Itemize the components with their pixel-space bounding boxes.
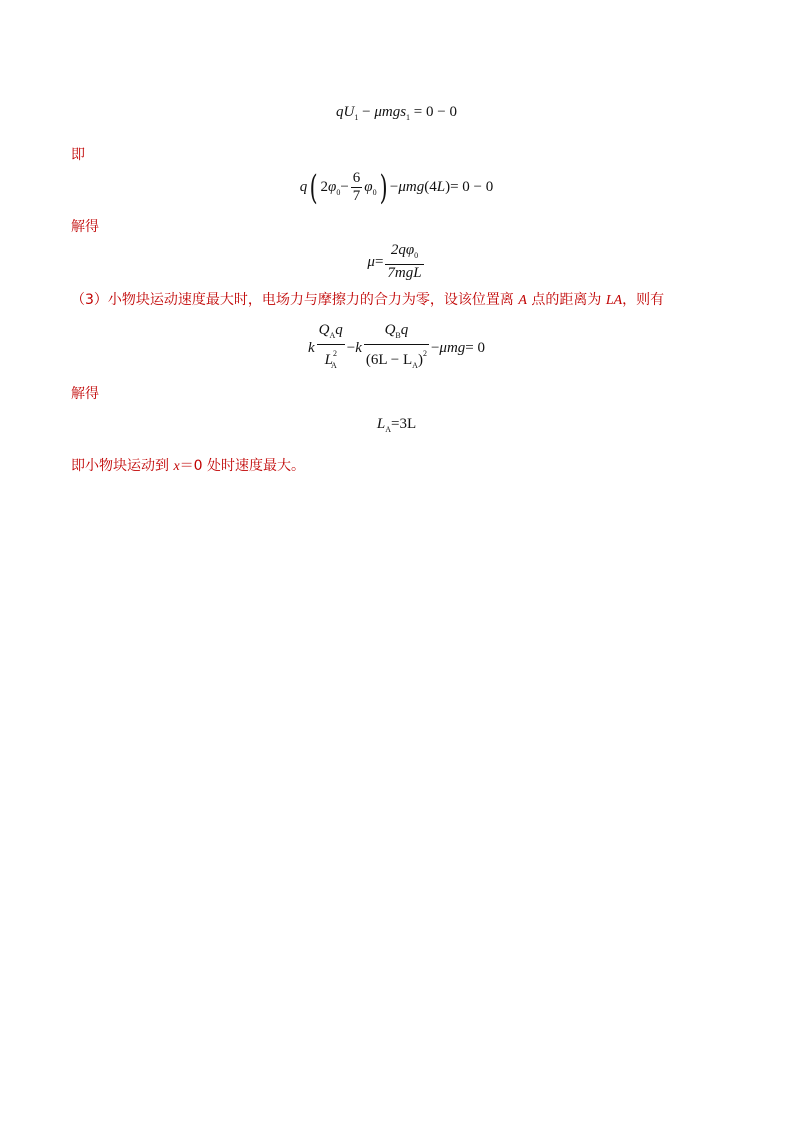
- equation-force-balance: k $\frac{Q_Aq}{L^2_A}$ −k $\frac{Q_Bq}{(6L - L_A)^2}$ −μmg= 0: [0, 322, 793, 374]
- equation-la-result: $L_A=3L$: [376, 416, 417, 434]
- fraction-six-sevenths: $\frac{6}{7}$: [352, 170, 361, 204]
- label-ji-1: 即: [71, 147, 85, 163]
- fraction-mu: $\frac{2q\varphi_0}{\text{7mgL}}$: [387, 242, 422, 281]
- label-jiede-2: 解得: [71, 386, 99, 402]
- equation-mu-result: μ= $\frac{2q\varphi_0}{\text{7mgL}}$: [367, 242, 422, 281]
- fraction-coulomb-a: $\frac{Q_Aq}{L^2_A}$: [318, 322, 343, 370]
- equation-work-energy-1: $qU_1 - \mu mgs_1 = 0 - 0$: [336, 104, 457, 122]
- equation-work-energy-2: q( $2\varphi_0-$ $\frac{6}{7}$ $\varphi_0)-\mu mg(4L)= 0 - 0$: [299, 167, 494, 208]
- fraction-coulomb-b: $\frac{Q_Bq}{(6L - L_A)^2}$: [365, 322, 427, 370]
- paragraph-conclusion: 即小物块运动到 x＝0 处时速度最大。: [71, 458, 306, 474]
- label-jiede-1: 解得: [71, 219, 99, 235]
- paragraph-part-3: （3）小物块运动速度最大时，电场力与摩擦力的合力为零，设该位置离 A 点的距离为 LA，则有: [71, 292, 665, 308]
